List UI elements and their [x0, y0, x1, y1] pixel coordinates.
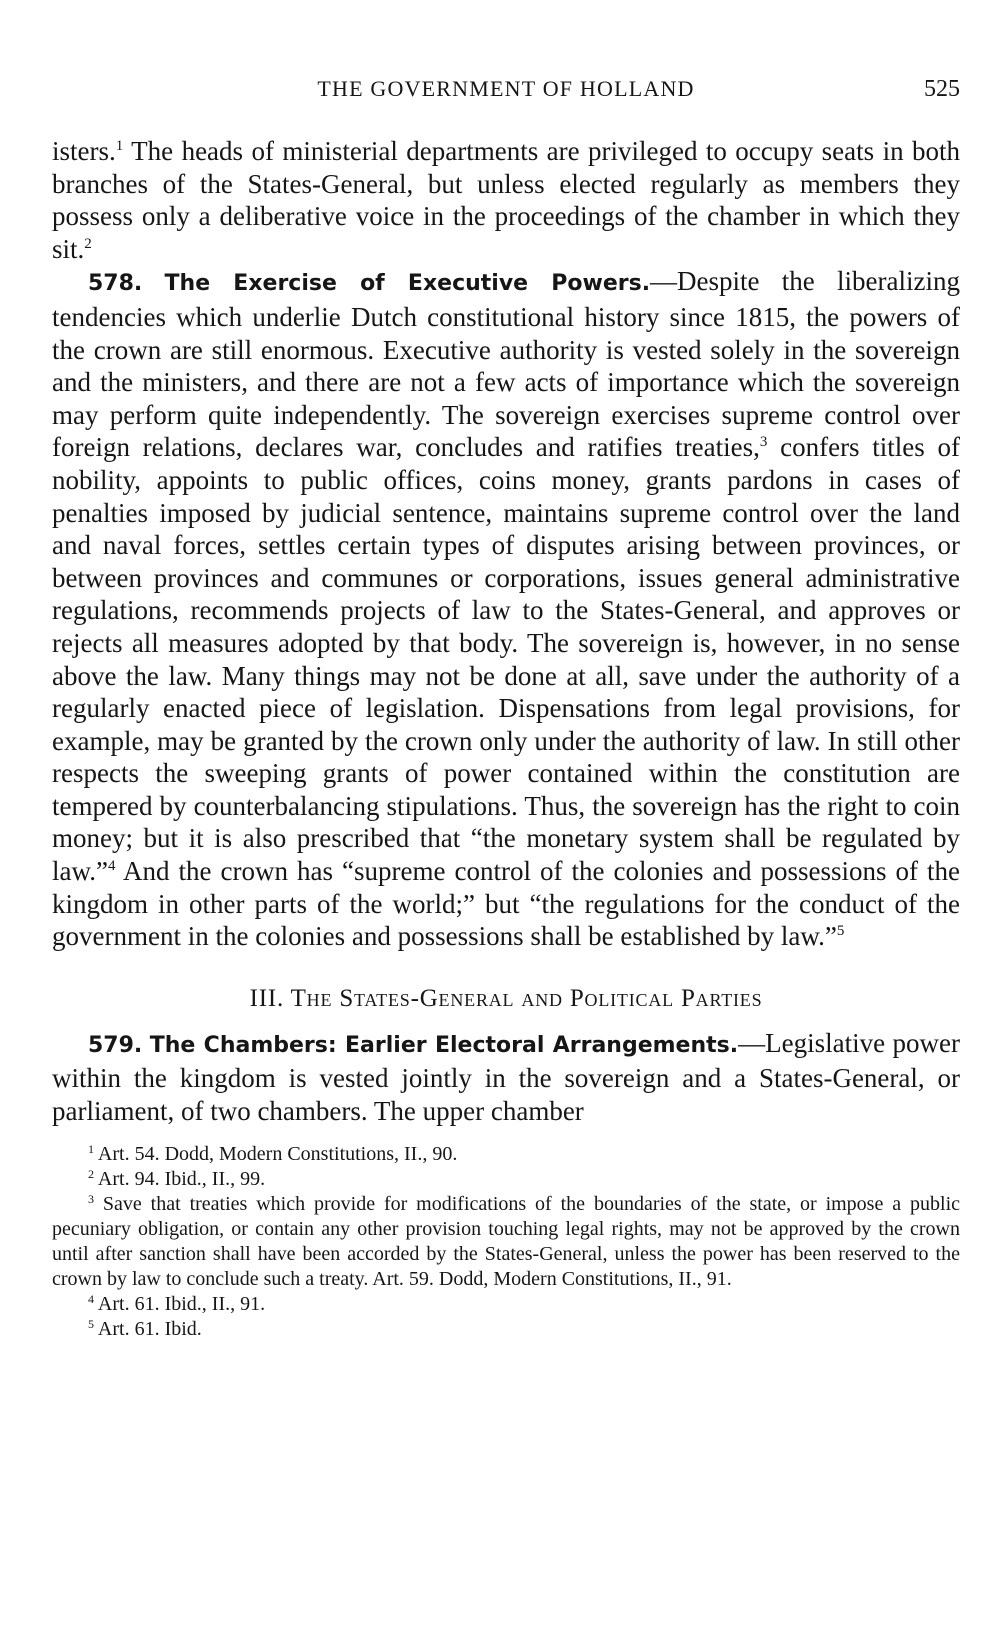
footnote-ref: 1 [115, 138, 124, 154]
paragraph-text: And the crown has “supreme control of the colonies and possessions of the kingdom in other parts of the world;” but “the regulations for the conduct of the government in the colonies and possessions shall be established by law.” [52, 856, 960, 952]
footnote [52, 1292, 960, 1317]
paragraph-text: confers titles of nobility, appoints to public offices, coins money, grants pardons in cases of penalties imposed by judicial sentence, maintains supreme control over the land and naval forces, settles certain types of disputes arising between provinces, or between provinces and communes or corporations, issues general administrative regulations, recommends projects of law to the States-General, and approves or rejects all measures adopted by that body. The sovereign is, however, in no sense above the law. Many things may not be done at all, save under the authority of a regularly enacted piece of legislation. Dispensations from legal provisions, for example, may be granted by the crown only under the authority of law. In still other respects the sweeping grants of power contained within the constitution are tempered by counterbalancing stipulations. Thus, the sovereign has the right to coin money; but it is also prescribed that “the monetary system shall be regulated by law.” [52, 432, 960, 887]
running-title: THE GOVERNMENT OF HOLLAND [317, 76, 695, 101]
chapter-section-heading: III. The States-General and Political Parties [249, 984, 763, 1012]
footnote [52, 1192, 960, 1292]
footnote [52, 1167, 960, 1192]
footnote-mark: 4 [88, 1291, 94, 1306]
section-578-paragraph [52, 265, 960, 952]
footnote-ref: 4 [107, 858, 116, 875]
footnote-ref: 5 [836, 923, 845, 940]
page-number: 525 [924, 76, 960, 102]
footnote-mark: 1 [88, 1141, 94, 1156]
paragraph-text: isters. [52, 136, 116, 166]
footnote-mark: 5 [88, 1316, 94, 1331]
section-579-paragraph [52, 1027, 960, 1128]
footnote-mark: 3 [88, 1191, 94, 1206]
footnote-mark: 2 [88, 1166, 94, 1181]
footnote [52, 1142, 960, 1167]
footnote-text: Art. 94. Ibid., II., 99. [97, 1167, 266, 1190]
page-header [52, 76, 960, 110]
paragraph-text: The heads of ministerial departments are privileged to occupy seats in both branches of the States-General, but unless elected regularly as members they possess only a deliberative voice in the proceedings of the chamber in which they sit. [52, 136, 960, 264]
footnote-ref: 2 [84, 235, 92, 252]
section-title: The Exercise of Executive Powers. [164, 271, 651, 297]
footnote-ref: 3 [759, 434, 768, 451]
section-number: 578. [88, 271, 143, 297]
footnote-text: Save that treaties which provide for modifications of the boundaries of the state, or impose a public pecuniary obligation, or contain any other provision touching legal rights, may not be approved by the crown until after sanction shall have been accorded by the States-General, unless the power has been reserved to the crown by law to conclude such a treaty. Art. 59. Dodd, Modern Constitutions, II., 91. [52, 1192, 961, 1290]
footnote-text: Art. 61. Ibid. [97, 1317, 202, 1340]
section-title: The Chambers: Earlier Electoral Arrangements. [149, 1032, 739, 1058]
footnote-text: Art. 61. Ibid., II., 91. [97, 1292, 266, 1315]
page-body [52, 135, 960, 1342]
section-number: 579. [88, 1032, 143, 1058]
paragraph-continued [52, 135, 960, 265]
footnotes [52, 1142, 960, 1342]
footnote-text: Art. 54. Dodd, Modern Constitutions, II., 90. [97, 1142, 458, 1165]
footnote [52, 1317, 960, 1342]
paragraph-text: —Despite the liberalizing tendencies which underlie Dutch constitutional history since 1815, the powers of the crown are still enormous. Executive authority is vested solely in the sovereign and the ministers, and there are not a few acts of importance which the sovereign may perform quite independently. The sovereign exercises supreme control over foreign relations, declares war, concludes and ratifies treaties, [52, 266, 960, 463]
paragraph-text: —Legislative power within the kingdom is vested jointly in the sovereign and a States-General, or parliament, of two chambers. The upper chamber [52, 1027, 960, 1127]
